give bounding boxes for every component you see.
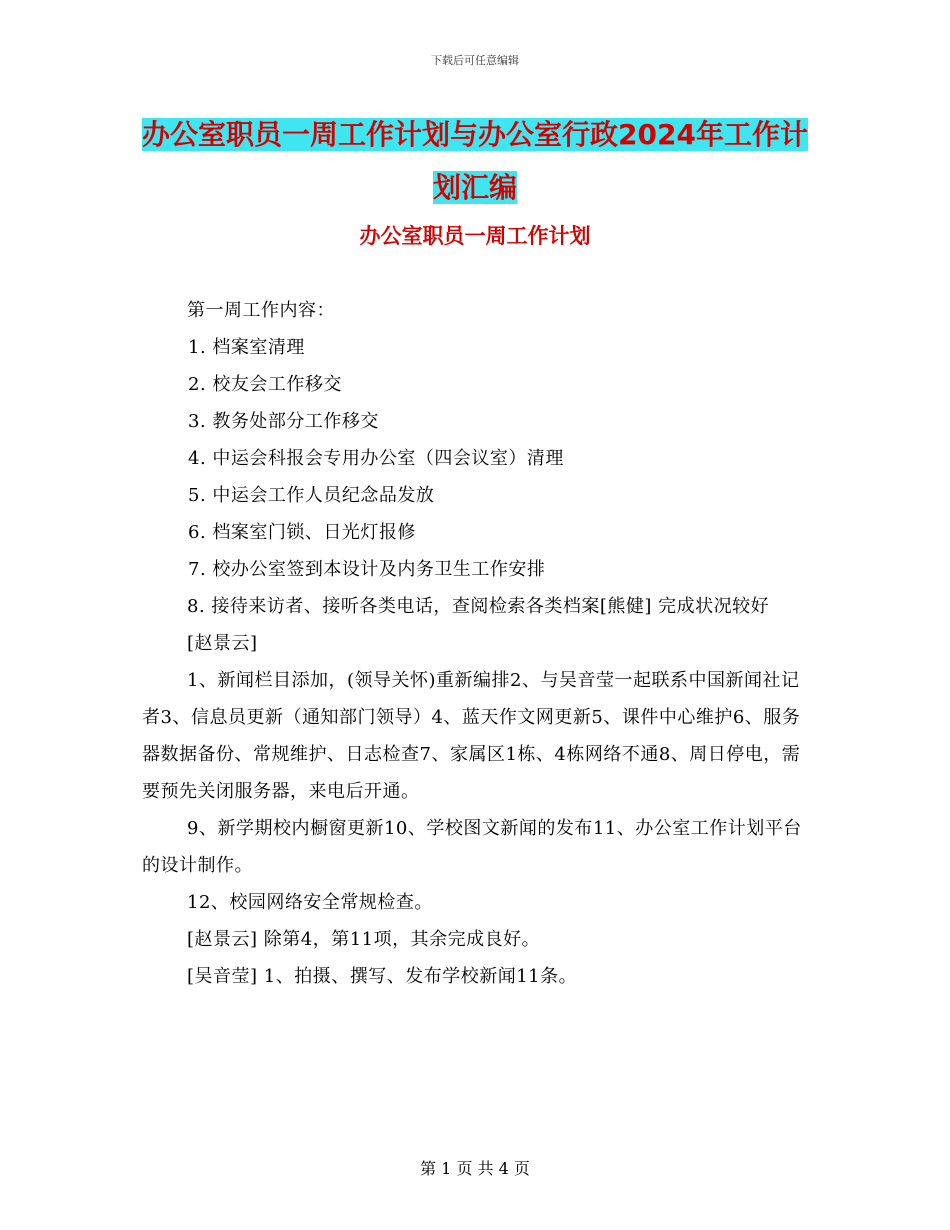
page-header: 下载后可任意编辑 [431, 54, 519, 67]
list-item: 3. 教务处部分工作移交 [188, 411, 379, 432]
section-title: 办公室职员一周工作计划 [359, 224, 591, 248]
paragraph: 第一周工作内容： [187, 300, 335, 321]
document-title [140, 108, 810, 214]
paragraph: [赵景云] [187, 633, 258, 654]
list-item: 6. 档案室门锁、日光灯报修 [188, 522, 416, 543]
page-footer: 第 1 页 共 4 页 [420, 1159, 530, 1178]
paragraph: 8. 接待来访者、接听各类电话，查阅检索各类档案[熊健] 完成状况较好 [187, 596, 770, 617]
paragraph: [吴音莹] 1、拍摄、撰写、发布学校新闻11条。 [187, 966, 578, 987]
paragraph: 1、新闻栏目添加，(领导关怀)重新编排2、与吴音莹一起联系中国新闻社记者3、信息员更新（通知部门领导）4、蓝天作文网更新5、课件中心维护6、服务器数据备份、常规维护、日志检查7、家属区1栋、4栋网络不通8、周日停电，需要预先关闭服务器，来电后开通。 [142, 670, 801, 802]
paragraph: [赵景云] 除第4，第11项，其余完成良好。 [187, 929, 541, 950]
paragraph: 9、新学期校内橱窗更新10、学校图文新闻的发布11、办公室工作计划平台的设计制作。 [142, 818, 802, 876]
list-item: 5. 中运会工作人员纪念品发放 [188, 485, 435, 506]
list-item: 1. 档案室清理 [188, 337, 305, 358]
document-title-line-2: 划汇编 [432, 171, 517, 204]
paragraph: 12、校园网络安全常规检查。 [187, 892, 433, 913]
document-body [142, 292, 810, 995]
list-item: 4. 中运会科报会专用办公室（四会议室）清理 [188, 448, 564, 469]
document-title-line-1: 办公室职员一周工作计划与办公室行政2024年工作计 [142, 118, 808, 151]
list-item: 2. 校友会工作移交 [188, 374, 342, 395]
list-item: 7. 校办公室签到本设计及内务卫生工作安排 [188, 559, 546, 580]
